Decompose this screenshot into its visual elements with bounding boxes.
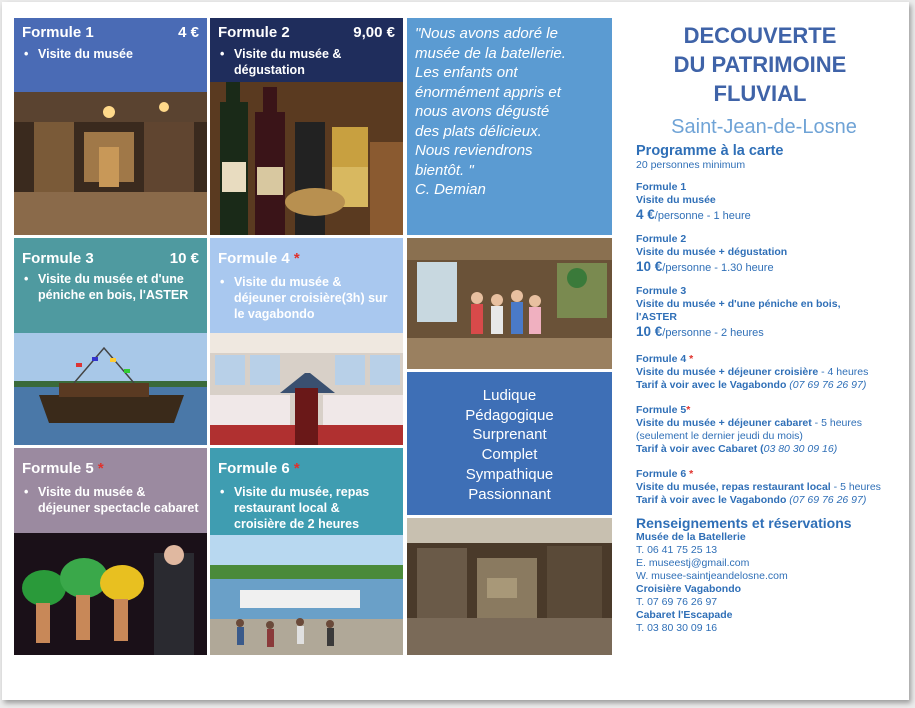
formule-2-desc: • Visite du musée & dégustation [220, 46, 395, 78]
museum-email: E. museestj@gmail.com [636, 557, 750, 569]
quote-line: Nous reviendrons [415, 142, 533, 159]
brochure-page [2, 2, 909, 700]
detail-formule-6: Formule 6 * Visite du musée, repas restaurant local - 5 heures Tarif à voir avec le Vagabondo (07 69 76 26 97) [636, 468, 881, 506]
detail-formule-4: Formule 4 * Visite du musée + déjeuner croisière - 4 heures Tarif à voir avec le Vagabondo (07 69 76 26 97) [636, 353, 869, 391]
museum-website: W. musee-saintjeandelosne.com [636, 570, 788, 582]
quote-line: des plats délicieux. [415, 122, 542, 140]
formule-5-title: Formule 5 * [22, 460, 104, 477]
formule-4-asterisk: * [293, 250, 300, 267]
formule-2-price: 9,00 € [353, 24, 395, 41]
formule-2-tile [210, 18, 403, 235]
adjectives-box [407, 372, 612, 515]
detail-formule-2: Formule 2 Visite du musée + dégustation 10 €/personne - 1.30 heure [636, 233, 788, 274]
town-name: Saint-Jean-de-Losne [671, 116, 857, 138]
formule-2-title: Formule 2 9,00 € [218, 24, 395, 41]
main-title: DECOUVERTE DU PATRIMOINE FLUVIAL [673, 23, 847, 106]
adjective-item: Sympathique [465, 465, 554, 483]
adjective-item: Ludique [482, 387, 537, 404]
formule-5-asterisk: * [97, 460, 104, 477]
programme-heading: Programme à la carte [636, 143, 784, 159]
museum-workshop-photo [407, 518, 612, 655]
formule-6-title: Formule 6 * [218, 460, 300, 477]
adjective-item: Surprenant [472, 426, 547, 444]
contact-block: Musée de la Batellerie T. 06 41 75 25 13 E. museestj@gmail.com W. musee-saintjeandelosne.com Croisière Vagabondo T. 07 69 76 26 97 Cabaret l'Escapade T. 03 80 30 09 16 [636, 531, 910, 635]
visitors-group-photo [407, 238, 612, 369]
formule-4-title: Formule 4 * [218, 250, 300, 267]
detail-formule-1: Formule 1 Visite du musée 4 €/personne - 1 heure [636, 181, 751, 222]
formule-5-desc: • Visite du musée & déjeuner spectacle cabaret [24, 484, 199, 516]
quote-line: énormément appris et [415, 83, 561, 101]
formule-6-tile [210, 448, 403, 655]
info-column [630, 18, 910, 635]
adjective-item: Passionnant [468, 485, 551, 503]
cabaret-show-photo [14, 533, 207, 655]
formule-1-price: 4 € [178, 24, 199, 41]
formule-4-tile [210, 238, 403, 445]
contact-heading: Renseignements et réservations [636, 515, 852, 531]
quote-author: C. Demian [415, 181, 486, 198]
museum-interior-photo [14, 92, 207, 235]
peniche-aster-photo [14, 333, 207, 445]
formule-1-title: Formule 1 4 € [22, 24, 199, 41]
quote-line: nous avons dégusté [415, 103, 550, 120]
formule-5-tile [14, 448, 207, 655]
boat-restaurant-photo [210, 333, 403, 445]
quote-line: Les enfants ont [415, 64, 518, 81]
quote-line: musée de la batellerie. [415, 44, 566, 62]
formule-1-desc: • Visite du musée [24, 46, 199, 62]
detail-formule-3: Formule 3 Visite du musée + d'une péniche en bois, l'ASTER 10 €/personne - 2 heures [636, 285, 841, 339]
minimum-people: 20 personnes minimum [636, 159, 746, 171]
formule-3-desc: • Visite du musée et d'une péniche en bois, l'ASTER [24, 271, 199, 303]
formule-3-title: Formule 3 10 € [22, 250, 199, 267]
adjective-item: Complet [481, 446, 538, 464]
riverside-cruise-photo [210, 535, 403, 655]
formule-3-tile [14, 238, 207, 445]
detail-formule-5: Formule 5* Visite du musée + déjeuner cabaret - 5 heures (seulement le dernier jeudi du mois) Tarif à voir avec Cabaret (03 80 30 09 16) [636, 404, 862, 455]
adjective-item: Pédagogique [465, 406, 554, 424]
wine-tasting-photo [210, 82, 403, 235]
formule-4-desc: • Visite du musée & déjeuner croisière(3h) sur le vagabondo [220, 274, 395, 322]
quote-line: "Nous avons adoré le [415, 25, 558, 42]
formule-3-price: 10 € [169, 250, 199, 267]
testimonial-quote [407, 18, 612, 235]
formule-6-asterisk: * [293, 460, 300, 477]
formule-6-desc: • Visite du musée, repas restaurant local & croisière de 2 heures [220, 484, 395, 532]
formule-1-tile [14, 18, 207, 235]
quote-line: bientôt. " [415, 161, 474, 179]
